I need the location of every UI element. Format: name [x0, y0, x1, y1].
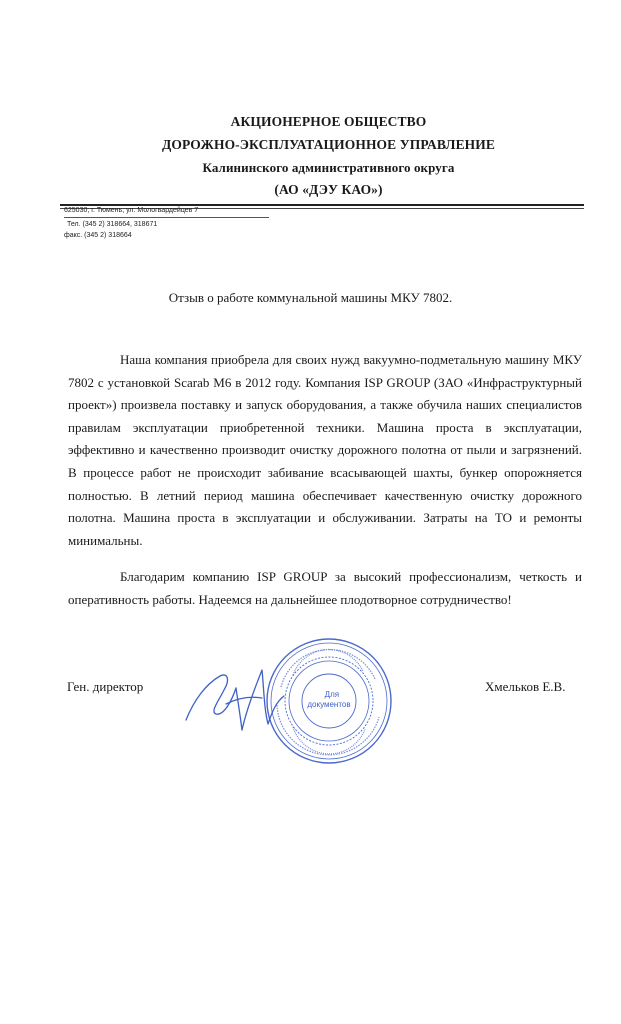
body-paragraph-1: Наша компания приобрела для своих нужд вакуумно-подметальную машину МКУ 7802 с установкой Scarab M6 в 2012 году. Компания ISP GROUP (ЗАО «Инфраструктурный проект») произвела поставку и запуск оборудования, а также обучила наших специалистов правилам эксплуатации приобретенной техники. Машина проста в эксплуатации, эффективно и качественно производит очистку дорожного полотна от пыли и загрязнений. В процессе работ не происходит забивание всасывающей шахты, бункер опорожняется полностью. В летний период машина обеспечивает качественную очистку дорожного полотна. Машина проста в эксплуатации и обслуживании. Затраты на ТО и ремонты минимальны.: [68, 352, 582, 548]
company-short-name-heading: (АО «ДЭУ КАО»): [274, 182, 383, 197]
stamp-center-text: Для документов: [307, 690, 351, 709]
address-underline: [64, 217, 269, 218]
company-type-heading: АКЦИОНЕРНОЕ ОБЩЕСТВО: [230, 114, 427, 129]
signatory-name: Хмельков Е.В.: [485, 679, 566, 694]
company-phone: Тел. (345 2) 318664, 318671: [67, 221, 158, 228]
company-fax: факс. (345 2) 318664: [64, 232, 132, 239]
handwritten-signature: [180, 650, 290, 740]
company-name-heading: ДОРОЖНО-ЭКСПЛУАТАЦИОННОЕ УПРАВЛЕНИЕ: [162, 137, 495, 152]
document-title: Отзыв о работе коммунальной машины МКУ 7802.: [168, 290, 453, 305]
signatory-role: Ген. директор: [67, 679, 144, 694]
body-paragraph-2: Благодарим компанию ISP GROUP за высокий профессионализм, четкость и оперативность работы. Надеемся на дальнейшее плодотворное сотрудничество!: [68, 569, 582, 607]
letterhead-rule-thick: [60, 204, 584, 206]
company-address: 625030, г. Тюмень, ул. Мологвардейцев 7: [64, 207, 199, 214]
company-district-heading: Калининского административного округа: [202, 160, 455, 175]
